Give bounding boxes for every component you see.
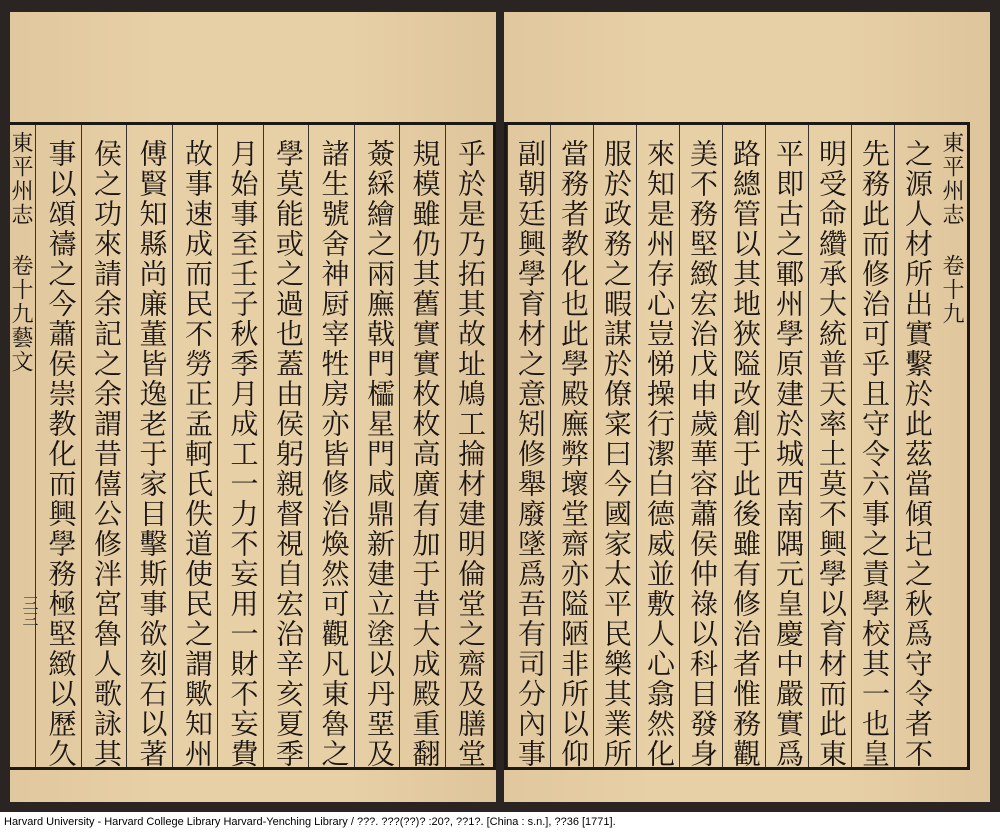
- text-column: 美不務堅緻宏治戊申歲華容蕭侯仲祿以科目發身: [679, 125, 722, 767]
- right-page-margin-title: 東平州志 卷十九: [939, 131, 964, 326]
- text-column: 傅賢知縣尚廉董皆逸老于家目擊斯事欲刻石以著: [126, 125, 172, 767]
- text-column: 路總管以其地狹隘改創于此後雖有修治者惟務觀: [722, 125, 765, 767]
- right-page: [504, 12, 990, 802]
- left-page: [10, 12, 496, 802]
- text-column: 當務者教化也此學殿廡弊壞堂齋亦隘陋非所以仰: [550, 125, 593, 767]
- text-column: 明受命纘承大統普天率土莫不興學以育材而此東: [808, 125, 851, 767]
- text-column: 月始事至壬子秋季月成工一力不妄用一財不妄費: [217, 125, 263, 767]
- right-text-frame: [504, 122, 970, 770]
- text-column: 規模雖仍其舊實實枚枚高廣有加于昔大成殿重翻: [399, 125, 445, 767]
- text-column: 事以頌禱之今蕭侯崇教化而興學務極堅緻以歷久: [35, 125, 81, 767]
- left-page-margin-title: 東平州志 卷十九藝文: [8, 131, 33, 374]
- text-column: 之源人材所出實繫於此茲當傾圮之秋爲守令者不: [894, 125, 937, 767]
- text-column: 侯之功來請余記之余謂昔僖公修泮宮魯人歌詠其: [81, 125, 127, 767]
- folio-number: 三三: [20, 595, 39, 627]
- text-column: 平即古之鄆州學原建於城西南隅元皇慶中嚴實爲: [765, 125, 808, 767]
- text-column: 先務此而修治可乎且守令六事之責學校其一也皇: [851, 125, 894, 767]
- text-column: 乎於是乃拓其故址鳩工掄材建明倫堂之齋及膳堂: [445, 125, 491, 767]
- text-column: 服於政務之暇謀於僚寀曰今國家太平民樂其業所: [593, 125, 636, 767]
- attribution-footer: Harvard University - Harvard College Library Harvard-Yenching Library / ???. ???(??)? :20?, ??1?. [China : s.n.], ??36 [1771].: [4, 816, 616, 828]
- text-column: 故事速成而民不勞正孟軻氏佚道使民之謂歟知州: [172, 125, 218, 767]
- text-column: 學莫能或之過也蓋由侯躬親督視自宏治辛亥夏季: [263, 125, 309, 767]
- text-column: 薟綵繪之兩廡戟門櫺星門咸鼎新建立塗以丹堊及: [354, 125, 400, 767]
- text-column: 諸生號舍神厨宰牲房亦皆修治煥然可觀凡東魯之: [308, 125, 354, 767]
- left-text-frame: [10, 122, 496, 770]
- text-column: 來知是州存心豈悌操行潔白德威並敷人心翕然化: [636, 125, 679, 767]
- text-column: 副朝廷興學育材之意矧修舉廢墜爲吾有司分內事: [507, 125, 550, 767]
